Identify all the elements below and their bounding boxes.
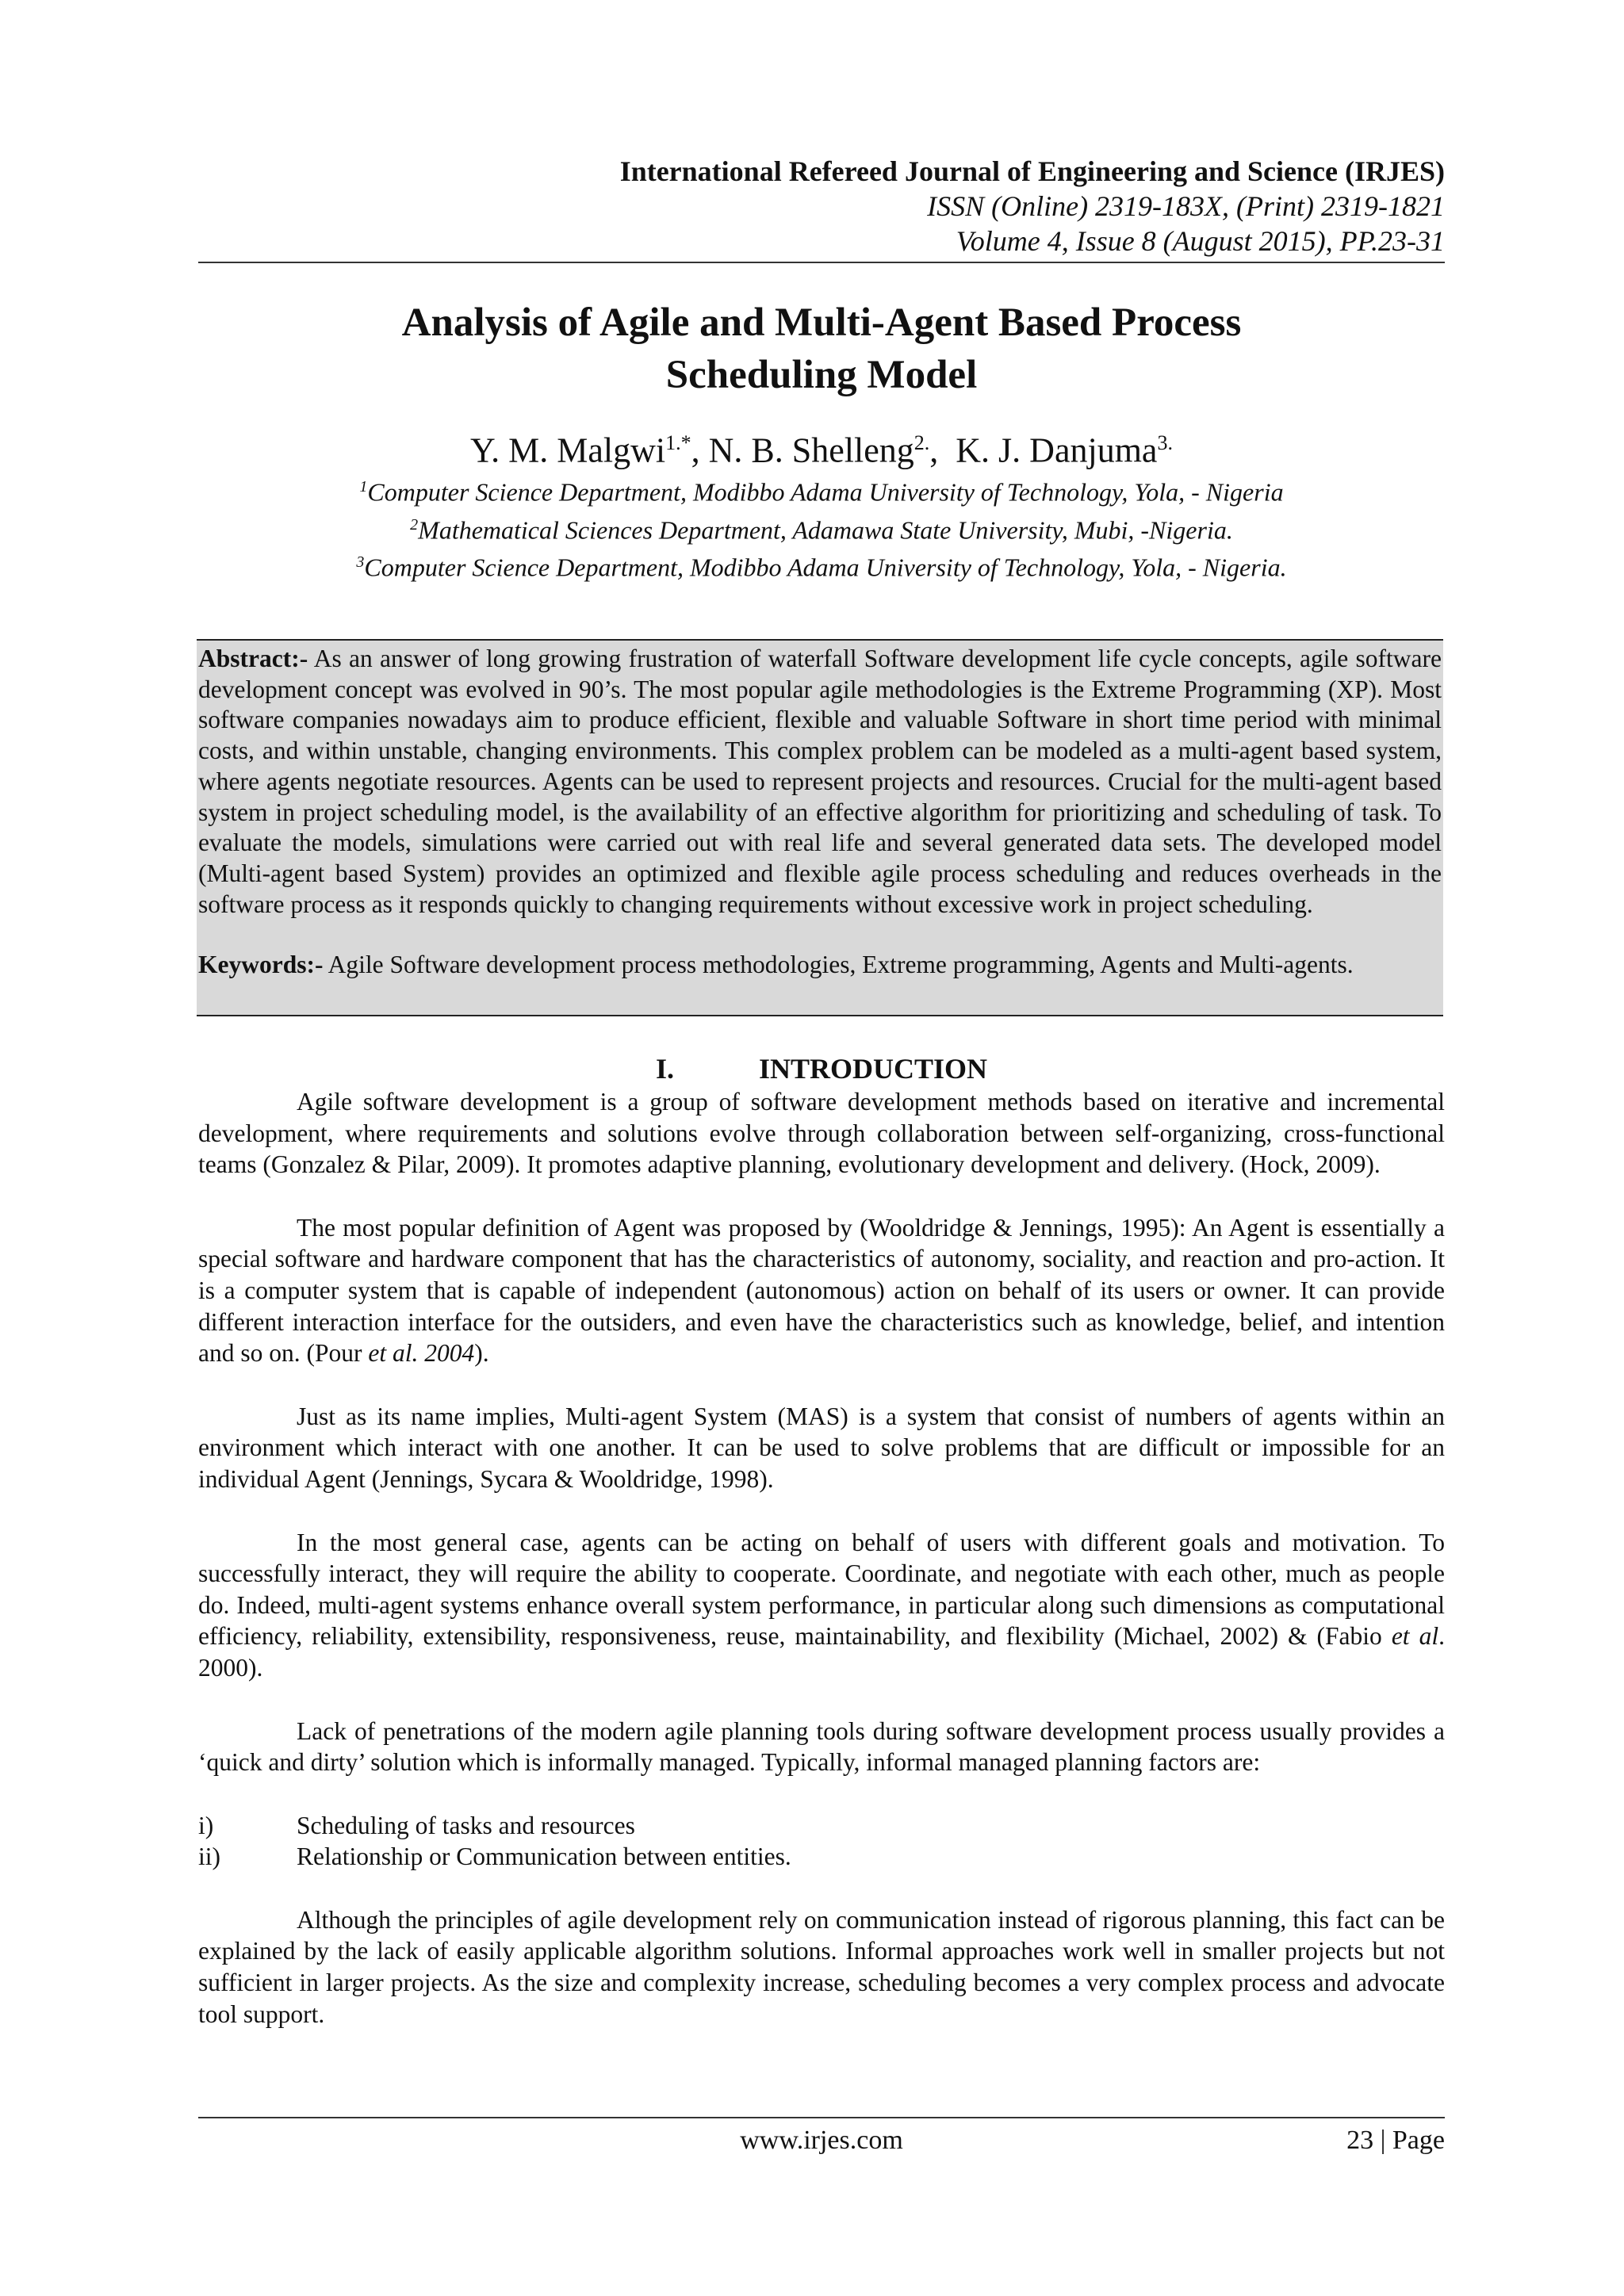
journal-issn: ISSN (Online) 2319-183X, (Print) 2319-1821 [927, 190, 1445, 222]
keywords [198, 950, 1442, 981]
abstract [198, 644, 1442, 920]
author-name: N. B. Shelleng [708, 430, 914, 470]
affiliation-1 [198, 471, 1445, 509]
paragraph: Just as its name implies, Multi-agent System (MAS) is a system that consist of numbers of agents within an environment which interact with one another. It can be used to solve problems that are difficult or impossible for an individual Agent (Jennings, Sycara & Wooldridge, 1998). [198, 1402, 1445, 1493]
paragraph: Although the principles of agile development rely on communication instead of rigorous planning, this fact can be explained by the lack of easily applicable algorithm solutions. Informal approaches work well in smaller projects but not sufficient in larger projects. As the size and complexity increase, scheduling becomes a very complex process and advocate tool support. [198, 1905, 1445, 2028]
author-affiliation-marker: 3. [1157, 431, 1173, 454]
body-text [198, 1086, 1445, 2061]
affiliation-marker: 1 [359, 478, 368, 496]
paper-title-line-2: Scheduling Model [665, 353, 978, 397]
paper-title [198, 297, 1445, 401]
keywords-label: Keywords:- [198, 951, 324, 979]
author-name: K. J. Danjuma [956, 430, 1158, 470]
paper-title-line-1: Analysis of Agile and Multi-Agent Based Process [401, 300, 1242, 345]
paragraph [198, 1212, 1445, 1369]
affiliation-list [198, 471, 1445, 584]
citation-italic: et al. 2004 [368, 1339, 475, 1368]
affiliation-marker: 2 [410, 515, 419, 534]
keywords-text: Agile Software development process methodologies, Extreme programming, Agents and Multi-agents. [327, 951, 1354, 979]
affiliation-3 [198, 546, 1445, 584]
author-separator: , [691, 430, 709, 470]
journal-name: International Refereed Journal of Engineering and Science (IRJES) [619, 155, 1445, 187]
author-list [198, 420, 1445, 474]
paragraph-text: In the most general case, agents can be acting on behalf of users with different goals and motivation. To successfully interact, they will require the ability to cooperate. Coordinate, and negotiate with each other, much as people do. Indeed, multi-agent systems enhance overall system performance, in particular along such dimensions as computational efficiency, reliability, extensibility, responsiveness, reuse, maintainability, and flexibility (Michael, 2002) & (Fabio [198, 1528, 1445, 1651]
footer-rule [198, 2117, 1445, 2118]
affiliation-text: Computer Science Department, Modibbo Adama University of Technology, Yola, - Nigeria. [364, 553, 1287, 582]
abstract-label: Abstract:- [198, 645, 308, 672]
affiliation-marker: 3 [356, 553, 365, 572]
section-number: I. [655, 1053, 674, 1085]
paragraph-text: ). [474, 1339, 489, 1368]
abstract-box [197, 639, 1443, 1016]
list-text: Scheduling of tasks and resources [297, 1811, 635, 1839]
author-name: Y. M. Malgwi [470, 430, 666, 470]
journal-volume: Volume 4, Issue 8 (August 2015), PP.23-31 [956, 225, 1445, 257]
header-rule [198, 262, 1445, 263]
paragraph: Lack of penetrations of the modern agile planning tools during software development process usually provides a ‘quick and dirty’ solution which is informally managed. Typically, informal managed planning factors are: [198, 1716, 1445, 1777]
section-title: INTRODUCTION [758, 1053, 988, 1085]
paragraph-text: . 2000). [198, 1622, 1445, 1682]
footer-page-number: 23 | Page [1346, 2126, 1445, 2155]
list-item [198, 1841, 1445, 1873]
section-heading [198, 1051, 1445, 1086]
author-separator: , [929, 430, 956, 470]
affiliation-text: Computer Science Department, Modibbo Adama University of Technology, Yola, - Nigeria [367, 477, 1284, 507]
affiliation-text: Mathematical Sciences Department, Adamawa State University, Mubi, -Nigeria. [418, 515, 1233, 545]
list-text: Relationship or Communication between entities. [297, 1843, 791, 1871]
journal-header [198, 154, 1445, 258]
footer-url: www.irjes.com [740, 2126, 903, 2155]
citation-italic: et al [1391, 1622, 1439, 1651]
paragraph-text: The most popular definition of Agent was proposed by (Wooldridge & Jennings, 1995): An Agent is essentially a special software and hardware component that has the characteristics of autonomy, sociality, and reaction and pro-action. It is a computer system that is capable of independent (autonomous) action on behalf of its users or owner. It can provide different interaction interface for the outsiders, and even have the characteristics such as knowledge, belief, and intention and so on. (Pour [198, 1213, 1445, 1368]
author-affiliation-marker: 1.* [665, 431, 691, 454]
factor-list [198, 1810, 1445, 1873]
list-number: i) [198, 1811, 214, 1839]
list-number: ii) [198, 1843, 220, 1871]
author-affiliation-marker: 2. [914, 431, 930, 454]
abstract-text: As an answer of long growing frustration of waterfall Software development life cycle concepts, agile software development concept was evolved in 90’s. The most popular agile methodologies is the Extreme Programming (XP). Most software companies nowadays aim to produce efficient, flexible and valuable Software in short time period with minimal costs, and within unstable, changing environments. This complex problem can be modeled as a multi-agent based system, where agents negotiate resources. Agents can be used to represent projects and resources. Crucial for the multi-agent based system in project scheduling model, is the availability of an effective algorithm for prioritizing and scheduling of task. To evaluate the models, simulations were carried out with real life and several generated data sets. The developed model (Multi-agent based System) provides an optimized and flexible agile process scheduling and reduces overheads in the software process as it responds quickly to changing requirements without excessive work in project scheduling. [198, 645, 1442, 918]
list-item [198, 1810, 1445, 1842]
affiliation-2 [198, 509, 1445, 547]
paragraph [198, 1527, 1445, 1684]
paragraph: Agile software development is a group of software development methods based on iterative and incremental development, where requirements and solutions evolve through collaboration between self-organizing, cross-functional teams (Gonzalez & Pilar, 2009). It promotes adaptive planning, evolutionary development and delivery. (Hock, 2009). [198, 1088, 1445, 1179]
